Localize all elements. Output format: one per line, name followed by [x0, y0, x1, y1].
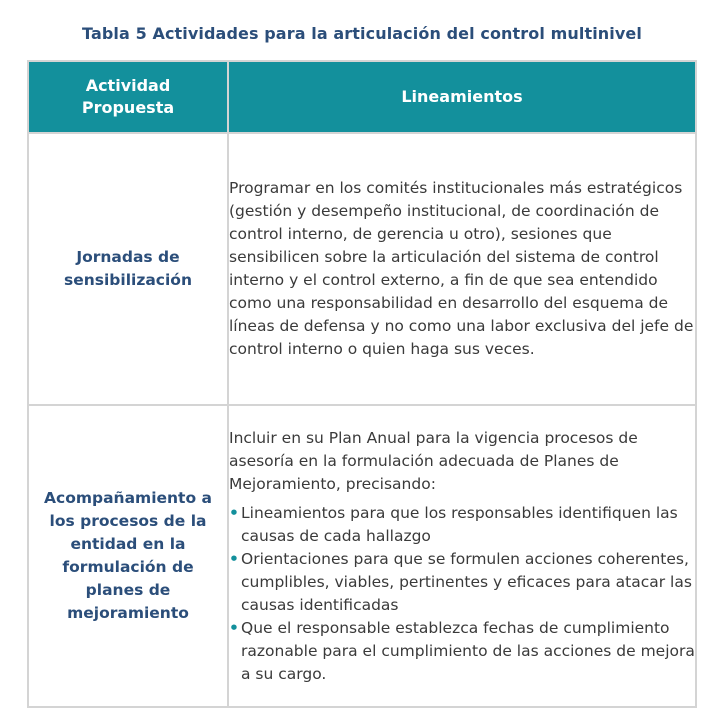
guideline-text: Programar en los comités institucionales más estratégicos (gestión y desempeño institucional, de coordinación de control interno, de gerencia u otro), sesiones que sensibilicen sobre la articulación del sistema de control interno y el control externo, a fin de que sea entendido como una responsabilidad en desarrollo del esquema de líneas de defensa y no como una labor exclusiva del jefe de control interno o quien haga sus veces. — [229, 179, 694, 358]
guideline-cell — [228, 133, 696, 405]
bullet-dot-icon: • — [229, 549, 239, 568]
activity-cell — [28, 405, 228, 707]
activity-label: Acompañamiento a los procesos de la entidad en la formulación de planes de mejoramiento — [44, 489, 212, 622]
table-header-row — [28, 61, 696, 133]
header-actividad-label: Actividad Propuesta — [81, 76, 175, 117]
guideline-intro: Incluir en su Plan Anual para la vigencia procesos de asesoría en la formulación adecuada de Planes de Mejoramiento, precisando: — [229, 428, 638, 493]
activity-label: Jornadas de sensibilización — [63, 248, 192, 289]
bullet-text: Que el responsable establezca fechas de cumplimiento razonable para el cumplimiento de las acciones de mejora a su cargo. — [241, 618, 695, 683]
header-actividad-propuesta — [28, 61, 228, 133]
header-lineamientos: Lineamientos — [228, 61, 696, 133]
bullet-text: Orientaciones para que se formulen acciones coherentes, cumplibles, viables, pertinentes y eficaces para atacar las causas identificadas — [241, 549, 692, 614]
activities-table — [27, 60, 697, 708]
table-caption: Tabla 5 Actividades para la articulación del control multinivel — [82, 24, 642, 43]
list-item — [229, 617, 695, 686]
bullet-dot-icon: • — [229, 503, 239, 522]
activity-cell — [28, 133, 228, 405]
guideline-cell — [228, 405, 696, 707]
bullet-text: Lineamientos para que los responsables identifiquen las causas de cada hallazgo — [241, 503, 678, 545]
list-item — [229, 548, 695, 617]
table-row — [28, 133, 696, 405]
bullet-dot-icon: • — [229, 618, 239, 637]
guideline-bullet-list — [229, 502, 695, 686]
list-item — [229, 502, 695, 548]
table-row — [28, 405, 696, 707]
